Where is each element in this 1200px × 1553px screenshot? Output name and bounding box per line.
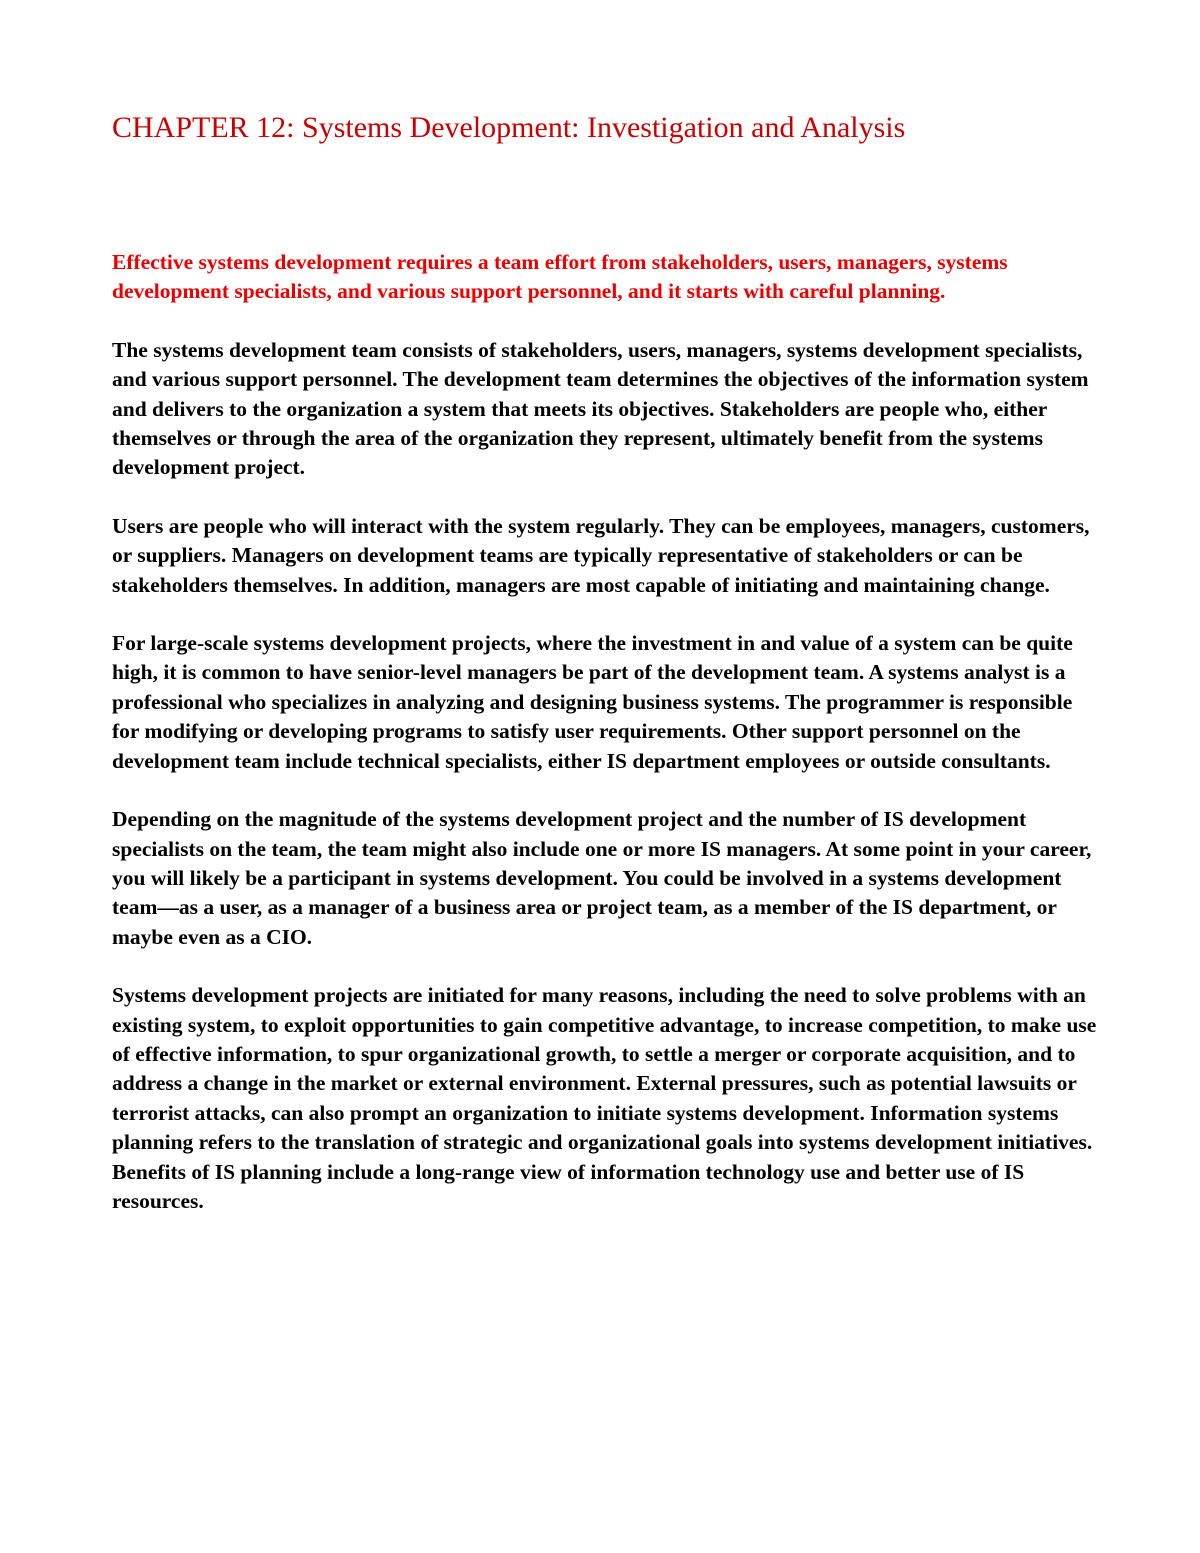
is-managers-paragraph: Depending on the magnitude of the systems development project and the number of IS development specialists on the team, the team might also include one or more IS managers. At some point in your career, you will likely be a participant in systems development. You could be involved in a systems development team—as a user, as a manager of a business area or project team, as a member of the IS department, or maybe even as a CIO.	[112, 807, 1092, 949]
document-body	[112, 248, 1102, 1245]
project-initiation-paragraph: Systems development projects are initiated for many reasons, including the need to solve problems with an existing system, to exploit opportunities to gain competitive advantage, to increase competition, to make use of effective information, to spur organizational growth, to settle a merger or corporate acquisition, and to address a change in the market or external environment. External pressures, such as potential lawsuits or terrorist attacks, can also prompt an organization to initiate systems development. Information systems planning refers to the translation of strategic and organizational goals into systems development initiatives. Benefits of IS planning include a long-range view of information technology use and better use of IS resources.	[112, 983, 1097, 1213]
intro-paragraph: Effective systems development requires a team effort from stakeholders, users, managers, systems development specialists, and various support personnel, and it starts with careful planning.	[112, 250, 1008, 304]
chapter-title: CHAPTER 12: Systems Development: Investigation and Analysis	[112, 111, 906, 144]
users-managers-paragraph: Users are people who will interact with the system regularly. They can be employees, managers, customers, or suppliers. Managers on development teams are typically representative of stakeholders or can be stakeholders themselves. In addition, managers are most capable of initiating and maintaining change.	[112, 513, 1090, 597]
large-scale-projects-paragraph: For large-scale systems development projects, where the investment in and value of a system can be quite high, it is common to have senior-level managers be part of the development team. A systems analyst is a professional who specializes in analyzing and designing business systems. The programmer is responsible for modifying or developing programs to satisfy user requirements. Other support personnel on the development team include technical specialists, either IS department employees or outside consultants.	[112, 631, 1073, 773]
team-composition-paragraph: The systems development team consists of stakeholders, users, managers, systems development specialists, and various support personnel. The development team determines the objectives of the information system and delivers to the organization a system that meets its objectives. Stakeholders are people who, either themselves or through the area of the organization they represent, ultimately benefit from the systems development project.	[112, 337, 1089, 480]
